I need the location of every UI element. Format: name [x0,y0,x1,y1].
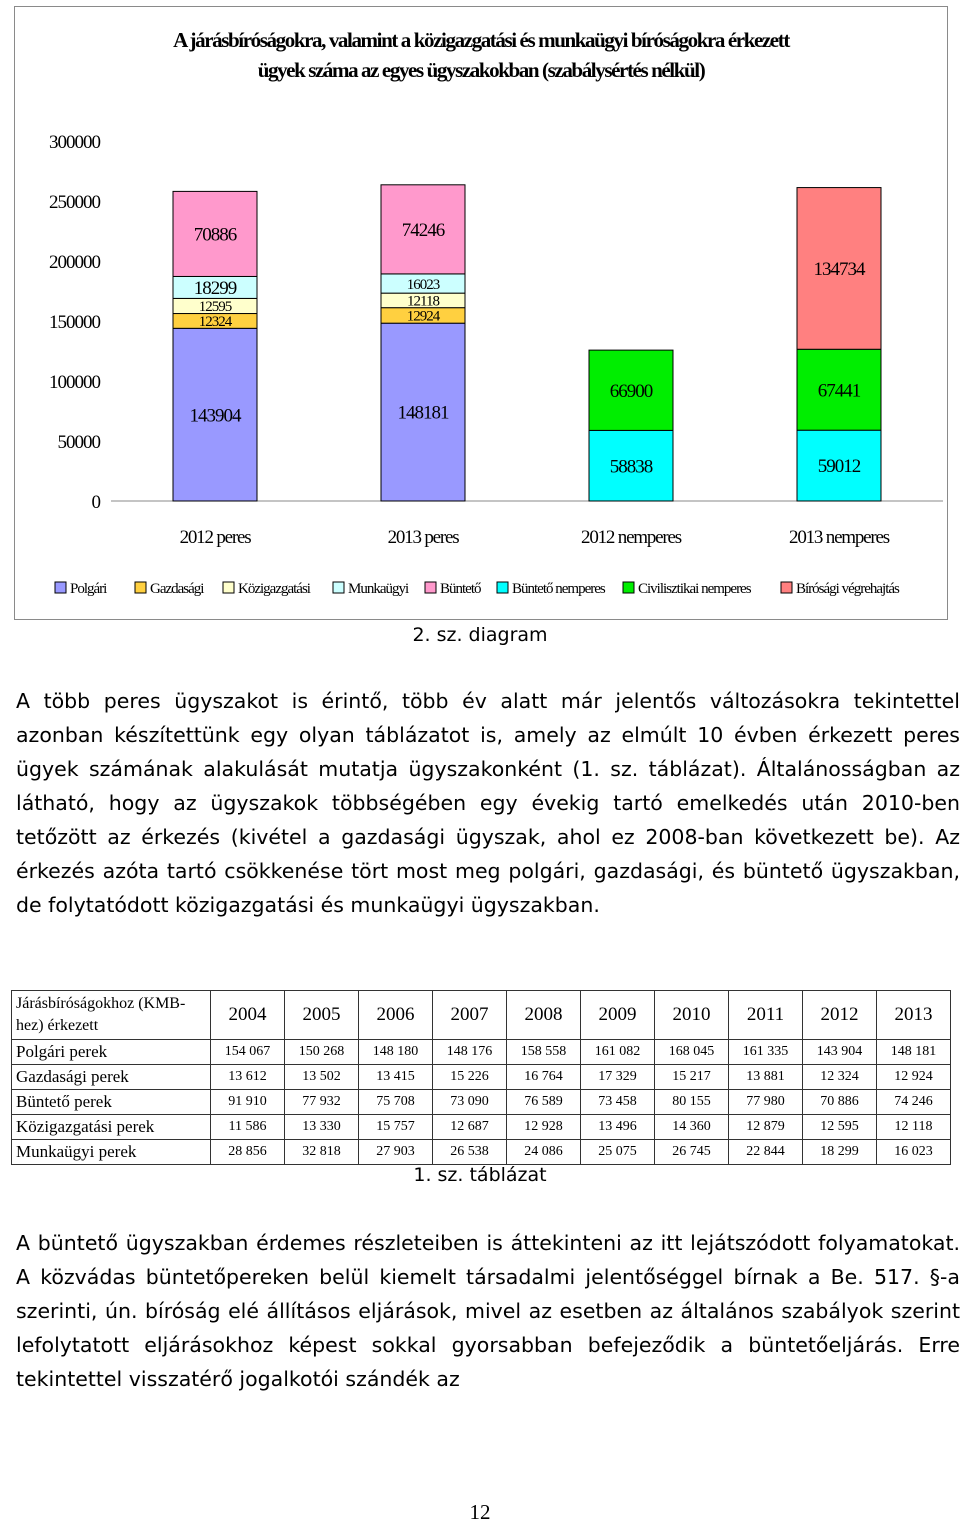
data-label: 12324 [198,314,232,331]
table-row [12,1115,951,1140]
legend-swatch [781,582,792,593]
y-tick-label: 0 [91,492,100,513]
table-cell: 148 181 [877,1040,951,1065]
legend-label: Bírósági végrehajtás [796,581,899,597]
data-table [11,990,951,1165]
table-header-row [12,991,951,1040]
chart-title-line-2: ügyek száma az egyes ügyszakokban (szabálysértés nélkül) [257,58,705,82]
legend-swatch [425,582,436,593]
chart-title-line-1: A járásbíróságokra, valamint a közigazgatási és munkaügyi bíróságokra érkezett [173,28,789,52]
table-cell: 80 155 [655,1090,729,1115]
legend-label: Büntető [440,581,481,597]
table-cell: 12 595 [803,1115,877,1140]
table-cell: 75 708 [359,1090,433,1115]
y-tick-label: 200000 [49,252,100,273]
table-cell: 24 086 [507,1140,581,1165]
table-cell: 76 589 [507,1090,581,1115]
table-cell: 13 612 [211,1065,285,1090]
table-cell: 16 764 [507,1065,581,1090]
legend-swatch [135,582,146,593]
legend-label: Gazdasági [150,581,204,597]
legend-swatch [223,582,234,593]
paragraph-2: A büntető ügyszakban érdemes részleteiben is áttekinteni az itt lejátszódott folyamatokat. A közvádas büntetőpereken belül kiemelt társadalmi jelentőséggel bírnak a Be. 517. §-a szerinti, ún. bíróság elé állításos eljárások, mivel az esetben az általános szabályok szerint lefolytatott eljárásokhoz képest sokkal gyorsabban befejeződik a büntetőeljárás. Erre tekintettel visszatérő jogalkotói szándék az [16,1231,960,1391]
table-cell: 13 415 [359,1065,433,1090]
legend-swatch [333,582,344,593]
table-cell: 17 329 [581,1065,655,1090]
table-cell: 11 586 [211,1115,285,1140]
table-cell: 13 881 [729,1065,803,1090]
table-cell: 15 226 [433,1065,507,1090]
table-row-label: Gazdasági perek [12,1065,211,1090]
table-cell: 22 844 [729,1140,803,1165]
x-category-label: 2013 nemperes [789,527,889,548]
table-cell: 74 246 [877,1090,951,1115]
table-cell: 73 458 [581,1090,655,1115]
table-cell: 28 856 [211,1140,285,1165]
table-cell: 26 745 [655,1140,729,1165]
table-cell: 12 687 [433,1115,507,1140]
x-category-label: 2013 peres [387,527,459,548]
table-cell: 77 980 [729,1090,803,1115]
table-year-header: 2012 [803,991,877,1040]
table-cell: 73 090 [433,1090,507,1115]
data-label: 143904 [189,405,241,427]
legend-label: Büntető nemperes [512,581,605,597]
table-cell: 16 023 [877,1140,951,1165]
table-cell: 25 075 [581,1140,655,1165]
table-cell: 14 360 [655,1115,729,1140]
table-cell: 18 299 [803,1140,877,1165]
table-cell: 12 928 [507,1115,581,1140]
table-row [12,1090,951,1115]
x-category-label: 2012 peres [179,527,251,548]
table-cell: 150 268 [285,1040,359,1065]
y-tick-label: 50000 [57,432,100,453]
table-cell: 143 904 [803,1040,877,1065]
table-cell: 70 886 [803,1090,877,1115]
legend-swatch [623,582,634,593]
table-cell: 154 067 [211,1040,285,1065]
table-cell: 13 330 [285,1115,359,1140]
table-year-header: 2005 [285,991,359,1040]
data-label: 66900 [609,380,653,402]
legend-swatch [55,582,66,593]
table-row-label: Közigazgatási perek [12,1115,211,1140]
data-label: 148181 [397,402,449,424]
table-row-label: Munkaügyi perek [12,1140,211,1165]
table-cell: 12 118 [877,1115,951,1140]
legend-label: Közigazgatási [238,581,310,597]
y-tick-label: 100000 [49,372,100,393]
diagram-caption: 2. sz. diagram [412,624,548,646]
legend-label: Civilisztikai nemperes [638,581,751,597]
paragraph-1: A több peres ügyszakot is érintő, több év alatt már jelentős változásokra tekintettel azonban készítettünk egy olyan táblázatot is, amely az elmúlt 10 évben érkezett peres ügyek számának alakulását mutatja ügyszakonként (1. sz. táblázat). Általánosságban az látható, hogy az ügyszakok többségében egy évekig tartó emelkedés után 2010-ben tetőzött az érkezés (kivétel a gazdasági ügyszak, ahol ez 2008-ban következett be). Az érkezés azóta tartó csökkenése tört most meg polgári, gazdasági, és büntető ügyszakban, de folytatódott közigazgatási és munkaügyi ügyszakban. [16,689,960,917]
table-year-header: 2009 [581,991,655,1040]
legend-swatch [497,582,508,593]
legend-label: Polgári [70,581,107,597]
table-cell: 148 180 [359,1040,433,1065]
data-label: 70886 [193,224,237,246]
data-label: 134734 [813,259,865,281]
table-year-header: 2011 [729,991,803,1040]
table-cell: 148 176 [433,1040,507,1065]
y-tick-label: 250000 [49,192,100,213]
table-cell: 12 324 [803,1065,877,1090]
y-tick-label: 300000 [49,132,100,153]
table-year-header: 2008 [507,991,581,1040]
table-cell: 158 558 [507,1040,581,1065]
data-label: 12595 [198,299,232,316]
data-label: 16023 [406,276,440,293]
data-label: 59012 [817,456,861,478]
chart-container [14,6,948,620]
page-number: 12 [469,1500,491,1524]
x-category-label: 2012 nemperes [581,527,681,548]
data-label: 18299 [193,278,237,300]
table-cell: 27 903 [359,1140,433,1165]
data-label: 12118 [407,293,439,310]
table-row [12,1040,951,1065]
table-cell: 15 757 [359,1115,433,1140]
table-cell: 13 502 [285,1065,359,1090]
table-year-header: 2004 [211,991,285,1040]
table-year-header: 2006 [359,991,433,1040]
table-cell: 26 538 [433,1140,507,1165]
table-caption: 1. sz. táblázat [413,1164,547,1186]
table-cell: 91 910 [211,1090,285,1115]
table-row [12,1140,951,1165]
table-cell: 12 879 [729,1115,803,1140]
table-cell: 32 818 [285,1140,359,1165]
table-cell: 168 045 [655,1040,729,1065]
table-cell: 77 932 [285,1090,359,1115]
table-year-header: 2013 [877,991,951,1040]
stacked-bar-chart [15,7,947,619]
table-row [12,1065,951,1090]
table-year-header: 2007 [433,991,507,1040]
y-tick-label: 150000 [49,312,100,333]
data-label: 74246 [401,220,445,242]
table-cell: 15 217 [655,1065,729,1090]
table-cell: 161 082 [581,1040,655,1065]
table-row-label: Büntető perek [12,1090,211,1115]
table-row-label: Polgári perek [12,1040,211,1065]
table-header-label: Járásbíróságokhoz (KMB-hez) érkezett [12,991,211,1040]
data-label: 67441 [817,380,861,402]
legend-label: Munkaügyi [348,581,409,597]
data-label: 58838 [609,456,653,478]
table-cell: 13 496 [581,1115,655,1140]
table-year-header: 2010 [655,991,729,1040]
table-cell: 12 924 [877,1065,951,1090]
table-cell: 161 335 [729,1040,803,1065]
data-label: 12924 [406,308,440,325]
